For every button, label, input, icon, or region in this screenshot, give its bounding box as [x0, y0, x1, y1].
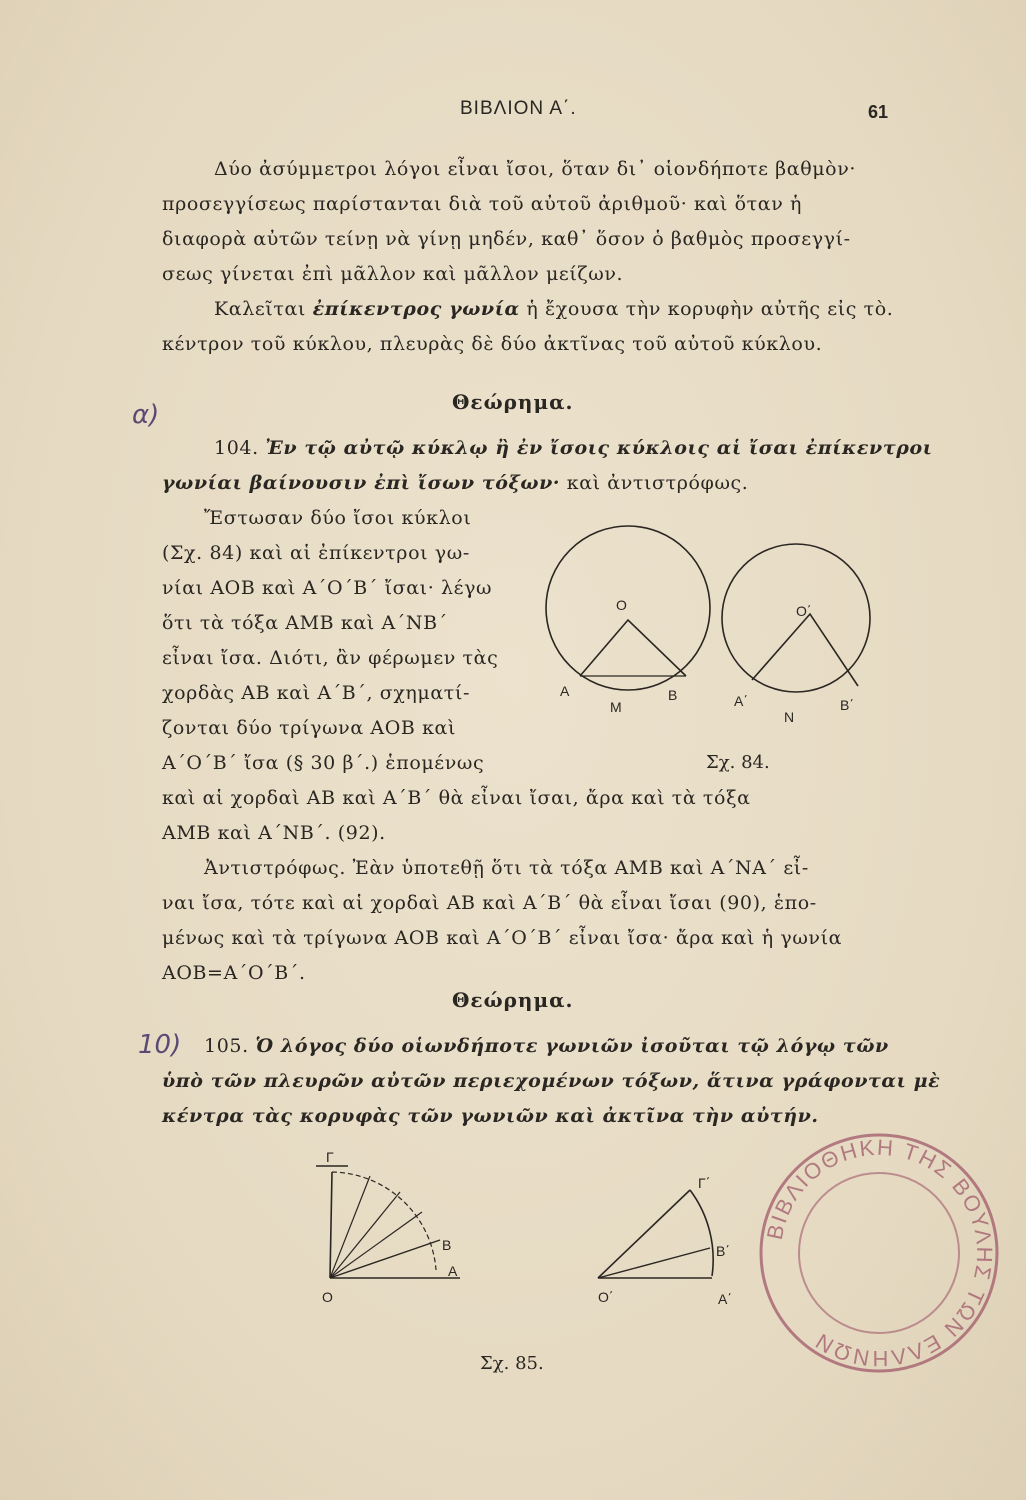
margin-annotation: α)	[132, 400, 160, 430]
proof-line: (Σχ. 84) καὶ αἱ ἐπίκεντροι γω-	[162, 542, 470, 564]
label-a-prime: A΄	[734, 693, 748, 709]
label-a-prime: A΄	[718, 1291, 732, 1307]
label-gamma-prime: Γ΄	[698, 1175, 711, 1191]
figure-85-caption: Σχ. 85.	[480, 1353, 544, 1374]
label-o: O	[616, 597, 627, 613]
central-angle-AOB	[580, 620, 686, 676]
intro-line: προσεγγίσεως παρίστανται διὰ τοῦ αὐτοῦ ἀριθμοῦ· καὶ ὅταν ἡ	[162, 193, 802, 215]
definition-text: Καλεῖται	[214, 298, 313, 320]
figure-85	[300, 1150, 760, 1320]
theorem-statement	[214, 437, 933, 459]
label-b-prime: B΄	[716, 1243, 730, 1259]
theorem-text: Ἐν τῷ αὐτῷ κύκλῳ ἢ ἐν ἴσοις κύκλοις αἱ ἴσαι ἐπίκεντροι	[265, 437, 933, 459]
theorem-statement: ὑπὸ τῶν πλευρῶν αὐτῶν περιεχομένων τόξων, ἅτινα γράφονται μὲ	[162, 1070, 941, 1092]
proof-line: καὶ αἱ χορδαὶ ΑΒ καὶ Α΄Β΄ θὰ εἶναι ἴσαι, ἄρα καὶ τὰ τόξα	[162, 787, 751, 809]
definition-term: ἐπίκεντρος γωνία	[312, 298, 520, 320]
label-a: A	[448, 1263, 458, 1279]
stamp-text: ΒΙΒΛΙΟΘΗΚΗ ΤΗΣ ΒΟΥΛΗΣ ΤΩΝ ΕΛΛΗΝΩΝ	[761, 1134, 998, 1372]
running-header: ΒΙΒΛΙΟΝ Α΄.	[460, 98, 577, 119]
intro-line: Δύο ἀσύμμετροι λόγοι εἶναι ἴσοι, ὅταν δι᾽ οἱονδήποτε βαθμὸν·	[214, 158, 857, 180]
ray	[330, 1176, 370, 1278]
library-stamp	[754, 1128, 1004, 1378]
label-o-prime: O΄	[598, 1289, 614, 1305]
figure-84-caption: Σχ. 84.	[706, 752, 770, 773]
label-o-prime: O΄	[796, 603, 812, 619]
theorem-statement: κέντρα τὰς κορυφὰς τῶν γωνιῶν καὶ ἀκτῖνα τὴν αὐτήν.	[162, 1105, 819, 1127]
page-number: 61	[868, 102, 889, 122]
intro-line: διαφορὰ αὐτῶν τείνῃ νὰ γίνῃ μηδέν, καθ᾽ ὅσον ὁ βαθμὸς προσεγγί-	[162, 228, 851, 250]
proof-line: Α΄Ο΄Β΄ ἴσα (§ 30 β΄.) ἑπομένως	[162, 752, 485, 774]
theorem-heading: Θεώρημα.	[452, 988, 574, 1012]
label-b: B	[668, 687, 678, 703]
label-o: O	[322, 1289, 333, 1305]
label-gamma: Γ	[326, 1149, 334, 1165]
theorem-number: 104.	[214, 437, 259, 459]
angle-fan-1	[316, 1166, 460, 1278]
arc-g'a'	[690, 1190, 713, 1276]
theorem-text: γωνίαι βαίνουσιν ἐπὶ ἴσων τόξων·	[162, 472, 561, 494]
theorem-heading: Θεώρημα.	[452, 390, 574, 414]
circle-1	[546, 526, 710, 690]
proof-line: νίαι ΑΟΒ καὶ Α΄Ο΄Β΄ ἴσαι· λέγω	[162, 577, 493, 599]
proof-line: εἶναι ἴσα. Διότι, ἂν φέρωμεν τὰς	[162, 647, 499, 669]
definition-line	[214, 298, 893, 320]
intro-line: σεως γίνεται ἐπὶ μᾶλλον καὶ μᾶλλον μείζων.	[162, 263, 624, 285]
converse-line: Ἀντιστρόφως. Ἐὰν ὑποτεθῇ ὅτι τὰ τόξα ΑΜΒ καὶ Α΄ΝΑ΄ εἶ-	[204, 857, 809, 879]
definition-text: ἡ ἔχουσα τὴν κορυφὴν αὐτῆς εἰς τὸ.	[519, 298, 894, 320]
arc-gb	[332, 1172, 436, 1270]
ray-ob	[330, 1240, 440, 1278]
label-b-prime: B΄	[840, 697, 854, 713]
figure-84	[548, 528, 888, 728]
proof-line: ὅτι τὰ τόξα ΑΜΒ καὶ Α΄ΝΒ΄	[162, 612, 448, 634]
label-n: N	[784, 709, 795, 725]
theorem-text: καὶ ἀντιστρόφως.	[560, 472, 749, 494]
theorem-statement	[162, 472, 748, 494]
proof-line: χορδὰς ΑΒ καὶ Α΄Β΄, σχηματί-	[162, 682, 470, 704]
converse-line: ΑΟΒ=Α΄Ο΄Β΄.	[162, 962, 306, 984]
proof-line: ζονται δύο τρίγωνα ΑΟΒ καὶ	[162, 717, 457, 739]
theorem-text: Ὁ λόγος δύο οἱωνδήποτε γωνιῶν ἰσοῦται τῷ λόγῳ τῶν	[255, 1035, 889, 1057]
proof-line: ΑΜΒ καὶ Α΄ΝΒ΄. (92).	[162, 822, 386, 844]
converse-line: μένως καὶ τὰ τρίγωνα ΑΟΒ καὶ Α΄Ο΄Β΄ εἶναι ἴσα· ἄρα καὶ ἡ γωνία	[162, 927, 843, 949]
ray-og	[330, 1172, 332, 1278]
margin-annotation: 10)	[138, 1030, 182, 1060]
label-m: M	[610, 699, 622, 715]
proof-line: Ἔστωσαν δύο ἴσοι κύκλοι	[204, 507, 472, 529]
ray-o'g'	[598, 1190, 690, 1278]
theorem-number: 105.	[204, 1035, 249, 1057]
theorem-statement	[204, 1035, 889, 1057]
converse-line: ναι ἴσα, τότε καὶ αἱ χορδαὶ ΑΒ καὶ Α΄Β΄ θὰ εἶναι ἴσαι (90), ἑπο-	[162, 892, 817, 914]
label-b: B	[442, 1237, 452, 1253]
stamp-inner-ring	[799, 1173, 959, 1333]
label-a: A	[560, 683, 570, 699]
definition-line: κέντρον τοῦ κύκλου, πλευρὰς δὲ δύο ἀκτῖνας τοῦ αὐτοῦ κύκλου.	[162, 333, 823, 355]
angle-2	[598, 1190, 713, 1278]
